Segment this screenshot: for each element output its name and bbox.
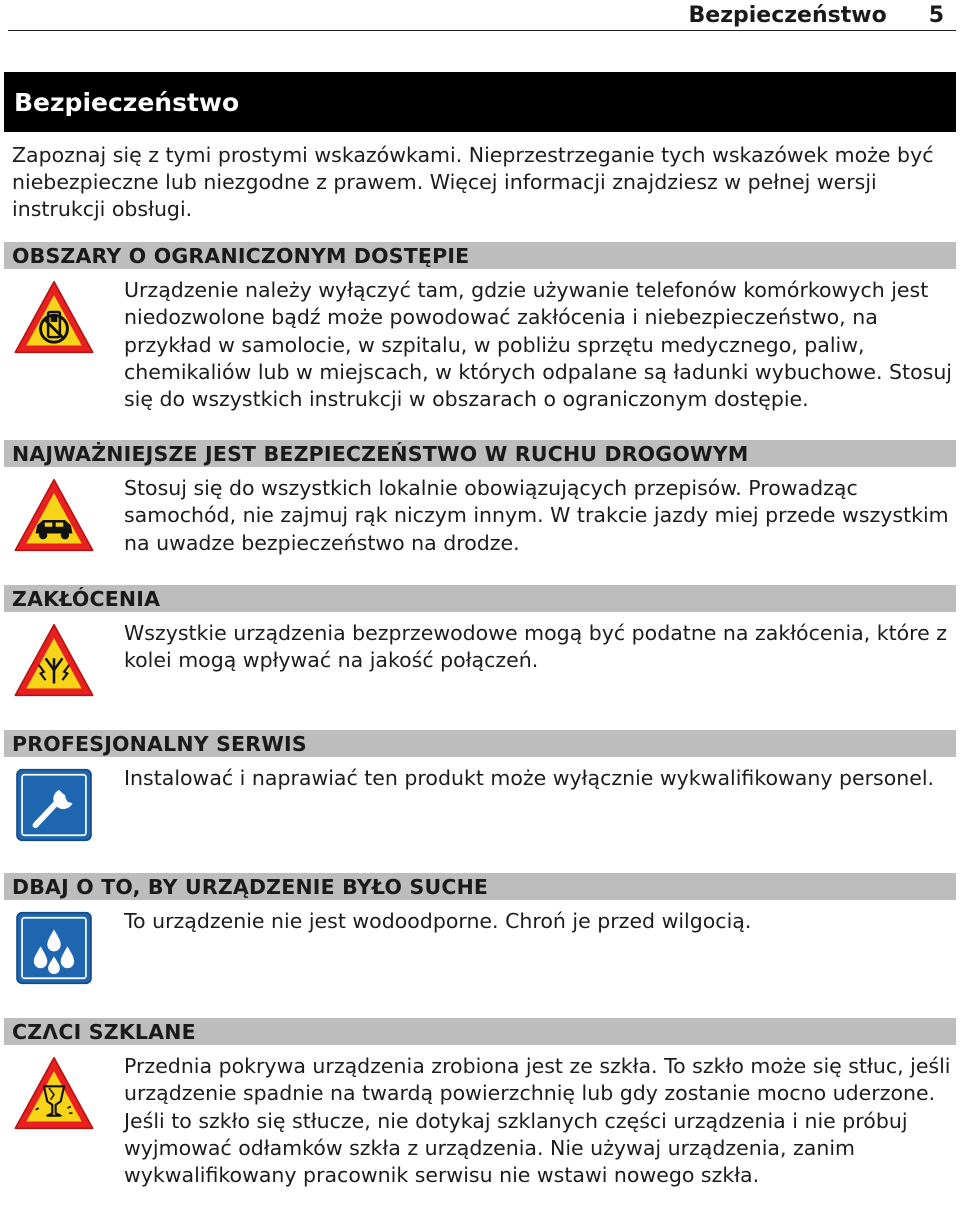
section-road-safety <box>4 440 956 557</box>
running-header-title: Bezpieczeństwo <box>688 2 887 28</box>
page-number: 5 <box>928 2 944 28</box>
section-keep-dry <box>4 873 956 935</box>
page-title: Bezpieczeństwo <box>4 72 956 132</box>
section-service <box>4 730 956 792</box>
wrench-icon <box>12 765 96 845</box>
section-text: Instalować i naprawiać ten produkt może wyłącznie wykwalifikowany personel. <box>124 766 935 790</box>
section-text: Wszystkie urządzenia bezprzewodowe mogą być podatne na zakłócenia, które z kolei mogą wpływać na jakość połączeń. <box>124 621 948 673</box>
running-header <box>8 0 956 31</box>
section-heading: ZAKŁÓCENIA <box>4 585 956 612</box>
section-text: Przednia pokrywa urządzenia zrobiona jest ze szkła. To szkło może się stłuc, jeśli urządzenie spadnie na twardą powierzchnię lub gdy zostanie mocno uderzone. Jeśli to szkło się stłucze, nie dotykaj szklanych części urządzenia i nie próbuj wyjmować odłamków szkła z urządzenia. Nie używaj urządzenia, zanim wykwalifikowany pracownik serwisu nie wstawi nowego szkła. <box>124 1054 951 1188</box>
section-restricted-areas <box>4 242 956 413</box>
interference-icon <box>12 620 96 700</box>
section-interference <box>4 585 956 675</box>
section-text: To urządzenie nie jest wodoodporne. Chroń je przed wilgocią. <box>124 909 752 933</box>
section-glass-parts <box>4 1018 956 1189</box>
section-heading: OBSZARY O OGRANICZONYM DOSTĘPIE <box>4 242 956 269</box>
section-heading: CZΛCI SZKLANE <box>4 1018 956 1045</box>
section-heading: DBAJ O TO, BY URZĄDZENIE BYŁO SUCHE <box>4 873 956 900</box>
no-phone-icon <box>12 277 96 357</box>
intro-paragraph: Zapoznaj się z tymi prostymi wskazówkami. Nieprzestrzeganie tych wskazówek może być niebezpieczne lub niezgodne z prawem. Więcej informacji znajdziesz w pełnej wersji instrukcji obsługi. <box>12 143 934 221</box>
section-text: Stosuj się do wszystkich lokalnie obowiązujących przepisów. Prowadząc samochód, nie zajmuj rąk niczym innym. W trakcie jazdy miej przede wszystkim na uwadze bezpieczeństwo na drodze. <box>124 476 949 555</box>
section-text: Urządzenie należy wyłączyć tam, gdzie używanie telefonów komórkowych jest niedozwolone bądź może powodować zakłócenia i niebezpieczeństwo, na przykład w samolocie, w szpitalu, w pobliżu sprzętu medycznego, paliw, chemikaliów lub w miejscach, w których odpalane są ładunki wybuchowe. Stosuj się do wszystkich instrukcji w obszarach o ograniczonym dostępie. <box>124 278 953 412</box>
broken-glass-icon <box>12 1053 96 1133</box>
section-heading: NAJWAŻNIEJSZE JEST BEZPIECZEŃSTWO W RUCHU DROGOWYM <box>4 440 956 467</box>
car-icon <box>12 475 96 555</box>
water-drops-icon <box>12 908 96 988</box>
section-heading: PROFESJONALNY SERWIS <box>4 730 956 757</box>
